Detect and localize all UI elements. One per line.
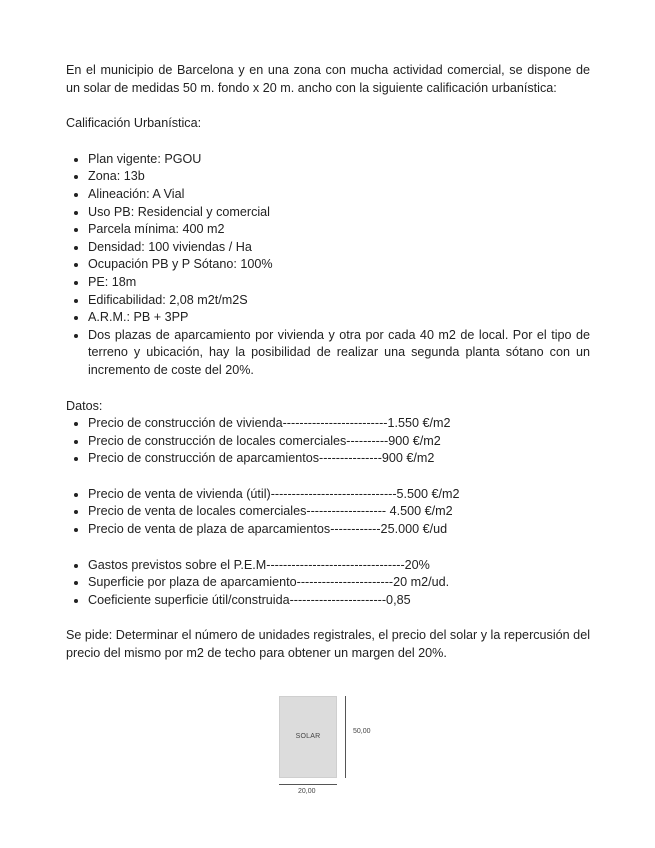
list-item: Parcela mínima: 400 m2 — [88, 221, 590, 239]
list-item: Alineación: A Vial — [88, 186, 590, 204]
solar-label: SOLAR — [295, 733, 321, 741]
list-item: A.R.M.: PB + 3PP — [88, 309, 590, 327]
list-item: Zona: 13b — [88, 168, 590, 186]
list-item: Precio de construcción de vivienda-------------------------1.550 €/m2 — [88, 415, 590, 433]
list-item: Precio de venta de locales comerciales------------------- 4.500 €/m2 — [88, 503, 590, 521]
list-item: Uso PB: Residencial y comercial — [88, 204, 590, 222]
depth-dimension-line — [345, 696, 346, 778]
datos-list-otros — [66, 557, 590, 610]
width-dimension-line — [279, 784, 337, 785]
se-pide-paragraph: Se pide: Determinar el número de unidades registrales, el precio del solar y la repercusión del precio del mismo por m2 de techo para obtener un margen del 20%. — [66, 628, 590, 661]
datos-list-venta — [66, 486, 590, 539]
list-item: PE: 18m — [88, 274, 590, 292]
list-item: Edificabilidad: 2,08 m2t/m2S — [88, 292, 590, 310]
list-item: Dos plazas de aparcamiento por vivienda y otra por cada 40 m2 de local. Por el tipo de terreno y ubicación, hay la posibilidad de realizar una segunda planta sótano con un incremento de coste del 20%. — [88, 327, 590, 380]
list-item: Precio de construcción de locales comerciales----------900 €/m2 — [88, 433, 590, 451]
document-body — [66, 62, 590, 663]
datos-list-construccion — [66, 415, 590, 468]
datos-heading: Datos: — [66, 398, 103, 413]
list-item: Precio de construcción de aparcamientos---------------900 €/m2 — [88, 450, 590, 468]
list-item: Superficie por plaza de aparcamiento-----------------------20 m2/ud. — [88, 574, 590, 592]
list-item: Precio de venta de plaza de aparcamientos------------25.000 €/ud — [88, 521, 590, 539]
list-item: Densidad: 100 viviendas / Ha — [88, 239, 590, 257]
list-item: Precio de venta de vivienda (útil)------------------------------5.500 €/m2 — [88, 486, 590, 504]
list-item: Coeficiente superficie útil/construida-----------------------0,85 — [88, 592, 590, 610]
list-item: Plan vigente: PGOU — [88, 151, 590, 169]
list-item: Gastos previstos sobre el P.E.M---------------------------------20% — [88, 557, 590, 575]
intro-paragraph: En el municipio de Barcelona y en una zona con mucha actividad comercial, se dispone de un solar de medidas 50 m. fondo x 20 m. ancho con la siguiente calificación urbanística: — [66, 63, 590, 95]
list-item: Ocupación PB y P Sótano: 100% — [88, 256, 590, 274]
width-dimension-label: 20,00 — [298, 788, 316, 795]
depth-dimension-label: 50,00 — [353, 728, 371, 735]
calificacion-list — [66, 151, 590, 380]
calificacion-heading: Calificación Urbanística: — [66, 116, 202, 131]
solar-plot — [279, 696, 337, 778]
